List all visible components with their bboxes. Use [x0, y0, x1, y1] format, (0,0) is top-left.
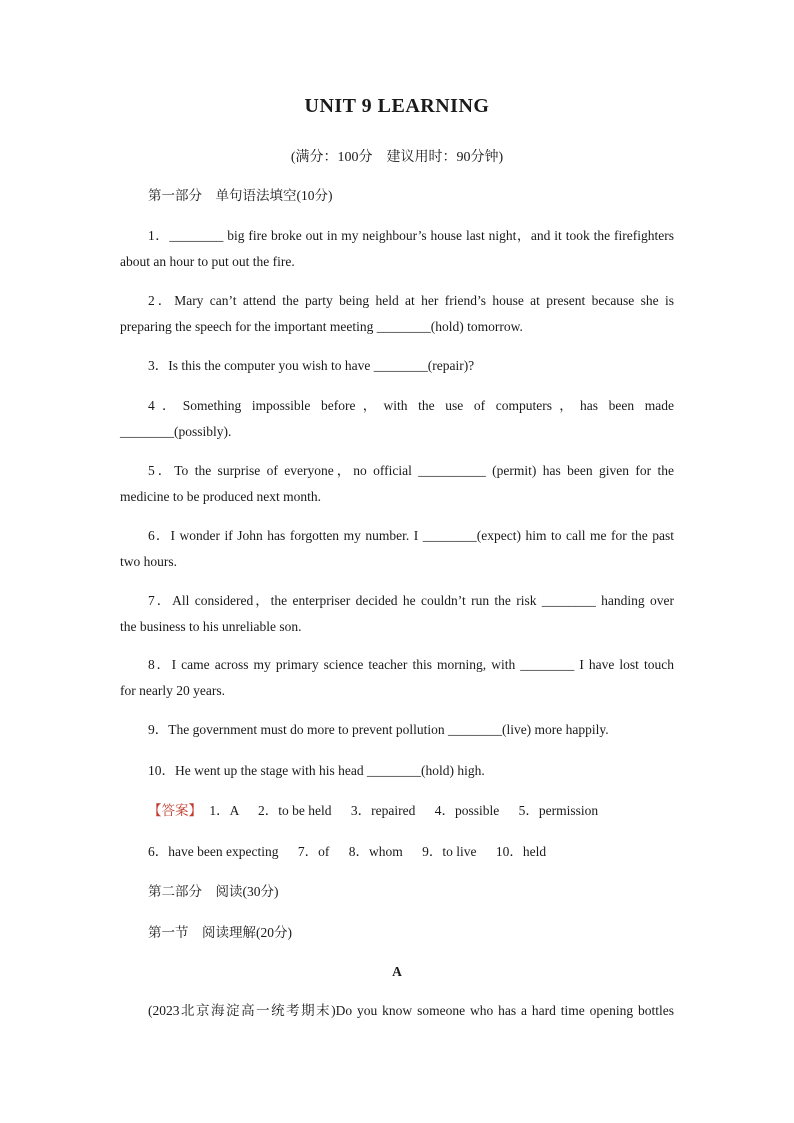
- answer-item: 8．whom: [348, 844, 403, 859]
- score-time-info: (满分：100分 建议用时：90分钟): [290, 150, 504, 165]
- question-6-line1: 6．I wonder if John has forgotten my number. I ________(expect) him to call me for the past: [148, 528, 674, 543]
- question-5: [120, 458, 674, 510]
- question-5-line1: 5．To the surprise of everyone，no official __________ (permit) has been given for the: [148, 463, 674, 478]
- question-6-line2: two hours.: [120, 554, 177, 569]
- question-8-line2: for nearly 20 years.: [120, 683, 225, 698]
- answer-item: 6．have been expecting: [148, 844, 279, 859]
- question-2-line1: 2．Mary can’t attend the party being held at her friend’s house at present because she is: [148, 293, 674, 308]
- section1-heading: 第一节 阅读理解(20分): [148, 925, 292, 940]
- answer-item: 3．repaired: [350, 803, 416, 818]
- question-7-line1: 7．All considered，the enterpriser decided he couldn’t run the risk ________ handing over: [148, 593, 674, 608]
- question-2-line2: preparing the speech for the important meeting ________(hold) tomorrow.: [120, 319, 523, 334]
- question-7-line2: the business to his unreliable son.: [120, 619, 302, 634]
- question-7: [120, 588, 674, 640]
- answer-line-1: [120, 798, 674, 824]
- part2-heading: 第二部分 阅读(30分): [148, 884, 279, 899]
- question-1-line1: 1．________ big fire broke out in my neighbour’s house last night，and it took the firefighters: [148, 228, 674, 243]
- question-1-line2: about an hour to put out the fire.: [120, 254, 295, 269]
- question-2: [120, 288, 674, 340]
- answer-item: 2．to be held: [258, 803, 332, 818]
- passage-source: (2023北京海淀高一统考期末): [148, 1003, 336, 1018]
- answer-line-2: [120, 839, 674, 865]
- question-6: [120, 523, 674, 575]
- answer-item: 9．to live: [422, 844, 477, 859]
- passage-label: A: [392, 964, 402, 979]
- question-3: [120, 353, 674, 379]
- question-10-line1: 10．He went up the stage with his head ________(hold) high.: [148, 763, 485, 778]
- question-9-line1: 9．The government must do more to prevent pollution ________(live) more happily.: [148, 722, 609, 737]
- question-4: [120, 393, 674, 445]
- passage-line: [120, 998, 674, 1024]
- question-5-line2: medicine to be produced next month.: [120, 489, 321, 504]
- unit-title: UNIT 9 LEARNING: [304, 95, 490, 117]
- passage-text: Do you know someone who has a hard time opening bottles: [335, 1003, 674, 1018]
- part1-heading: 第一部分 单句语法填空(10分): [148, 188, 333, 203]
- question-1: [120, 223, 674, 275]
- answer-item: 4．possible: [434, 803, 500, 818]
- question-10: [120, 758, 674, 784]
- question-4-line2: ________(possibly).: [120, 424, 232, 439]
- question-4-line1: 4．Something impossible before，with the use of computers，has been made: [148, 398, 674, 413]
- passage-first-line: [120, 998, 674, 1024]
- answer-item: 1．A: [209, 803, 239, 818]
- question-3-line1: 3．Is this the computer you wish to have ________(repair)?: [148, 358, 475, 373]
- question-9: [120, 717, 674, 743]
- answer-item: 5．permission: [518, 803, 599, 818]
- question-8: [120, 652, 674, 704]
- answer-item: 10．held: [495, 844, 547, 859]
- answer-item: 7．of: [297, 844, 330, 859]
- answer-label: 【答案】: [148, 803, 202, 818]
- question-8-line1: 8．I came across my primary science teacher this morning, with ________ I have lost touch: [148, 657, 674, 672]
